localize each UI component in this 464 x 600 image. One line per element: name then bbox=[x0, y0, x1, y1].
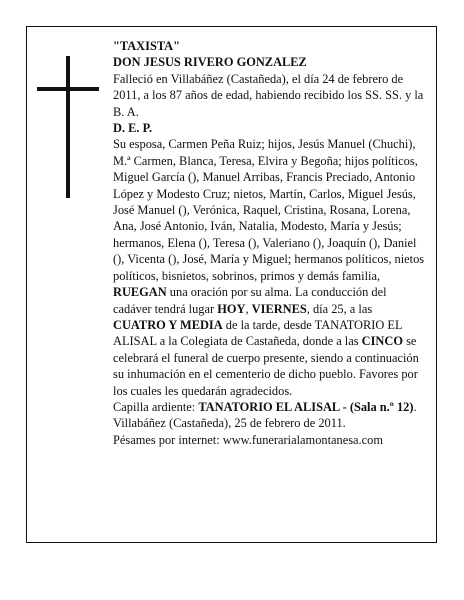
death-info: Falleció en Villabáñez (Castañeda), el día 24 de febrero de 2011, a los 87 años de edad, habiendo recibido los SS. SS. y la B. A. bbox=[113, 71, 424, 119]
condolences: Pésames por internet: www.funerarialamontanesa.com bbox=[113, 432, 383, 447]
chapel-label: Capilla ardiente: bbox=[113, 399, 199, 414]
funeral-text-1: una oración por su alma. La conducción del cadáver tendrá lugar bbox=[113, 285, 387, 316]
chapel-place: TANATORIO EL ALISAL - (Sala n.º 12) bbox=[198, 399, 414, 414]
funeral-text-5: se celebrará el funeral de cuerpo presente, siendo a continuación su inhumación en el cementerio de dicho pueblo. Favores por los cuales les quedarán agradecidos. bbox=[113, 334, 419, 398]
weekday: VIERNES bbox=[251, 301, 307, 316]
chapel-end: . bbox=[413, 399, 417, 414]
deceased-name: DON JESUS RIVERO GONZALEZ bbox=[113, 55, 307, 70]
obituary-text bbox=[113, 38, 427, 448]
time-transfer: CUATRO Y MEDIA bbox=[113, 317, 223, 332]
cross-icon-bar bbox=[37, 87, 99, 91]
funeral-text-3: , día 25, a las bbox=[306, 301, 373, 316]
nickname: "TAXISTA" bbox=[113, 39, 181, 53]
funeral-text-2: , bbox=[245, 301, 252, 316]
cross-icon bbox=[66, 56, 70, 198]
ruegan: RUEGAN bbox=[113, 285, 167, 300]
time-funeral: CINCO bbox=[361, 334, 403, 349]
today: HOY bbox=[217, 301, 246, 316]
place-date: Villabáñez (Castañeda), 25 de febrero de 2011. bbox=[113, 416, 346, 431]
dep: D. E. P. bbox=[113, 121, 153, 136]
funeral-info bbox=[113, 284, 427, 399]
chapel-info bbox=[113, 399, 427, 415]
family-list: Su esposa, Carmen Peña Ruiz; hijos, Jesús Manuel (Chuchi), M.ª Carmen, Blanca, Teresa, Elvira y Begoña; hijos políticos, Miguel García (), Manuel Arribas, Francis Preciado, Antonio López y Modesto Cruz; nietos, Martín, Carlos, Miguel Jesús, José Manuel (), Verónica, Raquel, Cristina, Rosana, Lorena, Ana, José Antonio, Iván, Natalia, Modesto, María y Jesús; hermanos, Elena (), Teresa (), Valeriano (), Joaquín (), Daniel (), Vicenta (), José, María y Miguel; hermanos políticos, nietos políticos, bisnietos, sobrinos, primos y demás familia, bbox=[113, 137, 425, 283]
funeral-text-4: de la tarde, desde TANATORIO EL ALISAL a la Colegiata de Castañeda, donde a las bbox=[113, 317, 403, 349]
